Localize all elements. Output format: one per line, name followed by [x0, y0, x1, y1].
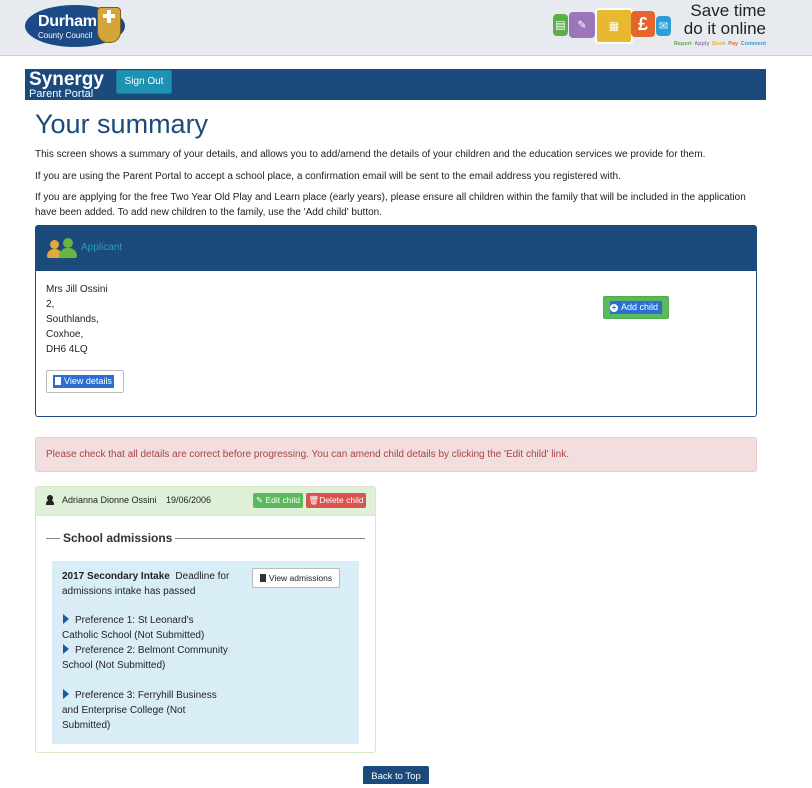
service-words [672, 41, 766, 47]
preference-item[interactable]: Preference 2: Belmont Community School (Not Submitted) [62, 645, 228, 671]
alert-message: Please check that all details are correct before progressing. You can amend child details by clicking the 'Edit child' link. [46, 449, 569, 460]
add-child-button[interactable] [603, 296, 669, 319]
user-icon [46, 495, 54, 505]
address-line: DH6 4LQ [46, 344, 88, 355]
applicant-panel [35, 225, 757, 417]
service-word-apply: Apply [694, 41, 710, 47]
council-subname: County Council [38, 31, 93, 40]
child-panel-header [36, 487, 375, 516]
warning-alert [35, 437, 757, 472]
view-details-button[interactable] [46, 370, 124, 393]
portal-title: Synergy [29, 69, 104, 90]
caret-right-icon [63, 614, 69, 624]
service-word-pay: Pay [728, 41, 739, 47]
add-child-label: Add child [621, 302, 659, 312]
intake-name: 2017 Secondary Intake [62, 571, 170, 582]
page-title: Your summary [35, 109, 209, 139]
comment-icon: ✉ [656, 16, 671, 36]
view-admissions-button[interactable] [252, 568, 340, 588]
preference-item[interactable]: Preference 3: Ferryhill Business and Enterprise College (Not Submitted) [62, 690, 217, 731]
people-icon [47, 238, 77, 260]
applicant-panel-header [36, 226, 756, 271]
intro-paragraph-1: This screen shows a summary of your details, and allows you to add/amend the details of your children and the education services we provide for them. [35, 149, 706, 160]
edit-child-button[interactable] [253, 493, 303, 508]
view-details-label: View details [64, 376, 112, 386]
view-admissions-label: View admissions [268, 573, 333, 583]
delete-child-label: Delete child [319, 495, 364, 505]
school-admissions-heading: School admissions [63, 531, 173, 545]
child-dob: 19/06/2006 [166, 495, 212, 505]
address-line: Coxhoe, [46, 329, 84, 340]
applicant-heading: Applicant [81, 242, 123, 253]
edit-child-label: Edit child [265, 495, 300, 505]
online-services-icons [553, 8, 673, 42]
admissions-box [52, 561, 359, 744]
child-name: Adrianna Dionne Ossini [62, 495, 157, 505]
document-icon [55, 377, 61, 385]
portal-header [25, 69, 766, 100]
pay-icon: £ [631, 11, 655, 37]
plus-circle-icon: + [611, 303, 617, 312]
report-icon: ▤ [553, 14, 568, 36]
service-word-comment: Comment [740, 41, 766, 47]
caret-right-icon [63, 644, 69, 654]
divider [46, 538, 60, 539]
service-word-report: Report [673, 41, 692, 47]
intake-status: Deadline for admissions intake has passed [62, 571, 230, 597]
address-line: Mrs Jill Ossini [46, 284, 108, 295]
save-time-slogan: Save time do it online [683, 1, 766, 38]
document-icon [260, 574, 266, 582]
pencil-icon: ✎ [256, 495, 266, 505]
back-to-top-button[interactable]: Back to Top [363, 766, 429, 784]
intro-paragraph-2: If you are using the Parent Portal to accept a school place, a confirmation email will be sent to the email address you registered with. [35, 171, 621, 182]
book-icon: ▦ [595, 8, 633, 44]
preference-item[interactable]: Preference 1: St Leonard's Catholic School (Not Submitted) [62, 615, 205, 641]
child-panel [35, 486, 376, 753]
delete-child-button[interactable] [306, 493, 366, 508]
sign-out-button[interactable]: Sign Out [116, 70, 172, 94]
site-banner [0, 0, 812, 56]
intro-paragraph-3: If you are applying for the free Two Year Old Play and Learn place (early years), please ensure all children within the family that will be included in the application have been added. To add new children to the family, use the 'Add child' button. [35, 192, 746, 218]
council-crest-icon [97, 7, 121, 43]
caret-right-icon [63, 689, 69, 699]
apply-icon: ✎ [569, 12, 595, 38]
address-line: 2, [46, 299, 55, 310]
intake-summary [62, 569, 232, 599]
council-name: Durham [38, 13, 97, 30]
service-word-book: Book [712, 41, 726, 47]
durham-county-council-logo[interactable] [25, 5, 125, 47]
address-line: Southlands, [46, 314, 99, 325]
divider [175, 538, 365, 539]
applicant-address [46, 282, 108, 357]
trash-icon: 🗑 [308, 495, 320, 505]
portal-subtitle: Parent Portal [29, 88, 94, 100]
